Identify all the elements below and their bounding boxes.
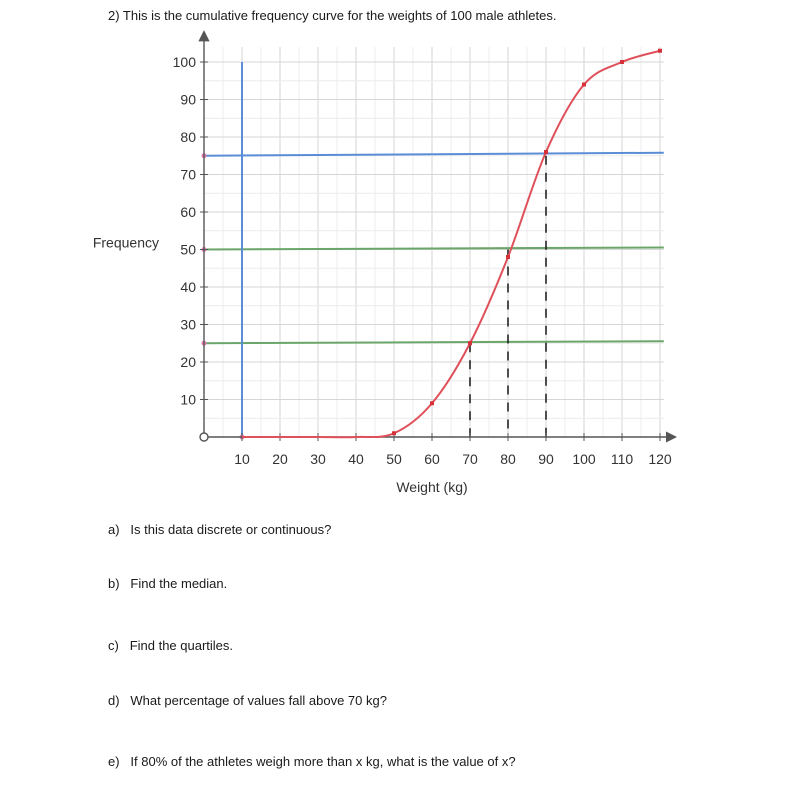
data-point bbox=[506, 255, 510, 259]
x-axis-label: Weight (kg) bbox=[396, 479, 468, 495]
x-tick-label: 70 bbox=[462, 451, 478, 467]
x-tick-label: 120 bbox=[648, 451, 672, 467]
x-tick-label: 40 bbox=[348, 451, 364, 467]
data-point bbox=[582, 83, 586, 87]
y-tick-label: 30 bbox=[180, 316, 196, 333]
part-c-text: Find the quartiles. bbox=[129, 638, 234, 653]
part-b-label: b) bbox=[108, 576, 120, 591]
part-c-label: c) bbox=[108, 638, 119, 653]
part-d bbox=[108, 693, 387, 708]
origin-marker bbox=[200, 433, 208, 441]
part-d-label: d) bbox=[108, 693, 120, 708]
x-tick-label: 100 bbox=[572, 451, 596, 467]
y-axis-label: Frequency bbox=[92, 234, 159, 251]
y-tick-label: 50 bbox=[180, 241, 196, 258]
y-tick-label: 60 bbox=[180, 204, 196, 220]
part-b-text: Find the median. bbox=[130, 576, 228, 591]
x-tick-label: 10 bbox=[234, 451, 250, 467]
x-tick-label: 20 bbox=[272, 451, 288, 467]
x-tick-label: 50 bbox=[386, 451, 402, 467]
cumulative-frequency-figure bbox=[80, 30, 700, 500]
y-tick-label: 100 bbox=[172, 54, 196, 70]
part-a-label: a) bbox=[108, 522, 120, 537]
x-tick-label: 60 bbox=[424, 451, 440, 467]
data-point bbox=[544, 150, 548, 154]
x-tick-label: 110 bbox=[610, 451, 634, 467]
part-d-text: What percentage of values fall above 70 kg? bbox=[130, 693, 387, 708]
x-tick-label: 80 bbox=[500, 451, 516, 467]
y-tick-label: 90 bbox=[180, 91, 196, 108]
data-point bbox=[620, 60, 624, 64]
question-title: 2) This is the cumulative frequency curve for the weights of 100 male athletes. bbox=[108, 8, 557, 23]
y-tick-label: 70 bbox=[180, 166, 196, 183]
y-tick-label: 10 bbox=[180, 391, 196, 408]
cumulative-frequency-chart bbox=[80, 30, 700, 500]
y-tick-label: 40 bbox=[180, 279, 196, 295]
part-b bbox=[108, 576, 227, 591]
y-tick-label: 80 bbox=[180, 129, 196, 145]
x-tick-label: 30 bbox=[310, 451, 326, 467]
data-point bbox=[468, 341, 472, 345]
part-c bbox=[108, 638, 233, 653]
data-point bbox=[430, 401, 434, 405]
y-tick-label: 20 bbox=[180, 354, 196, 370]
data-point bbox=[658, 49, 662, 53]
part-a bbox=[108, 522, 331, 537]
part-a-text: Is this data discrete or continuous? bbox=[130, 522, 332, 537]
part-e-label: e) bbox=[108, 754, 120, 769]
part-e bbox=[108, 754, 516, 769]
part-e-text: If 80% of the athletes weigh more than x kg, what is the value of x? bbox=[130, 754, 516, 769]
x-tick-label: 90 bbox=[538, 451, 554, 467]
data-point bbox=[392, 431, 396, 435]
